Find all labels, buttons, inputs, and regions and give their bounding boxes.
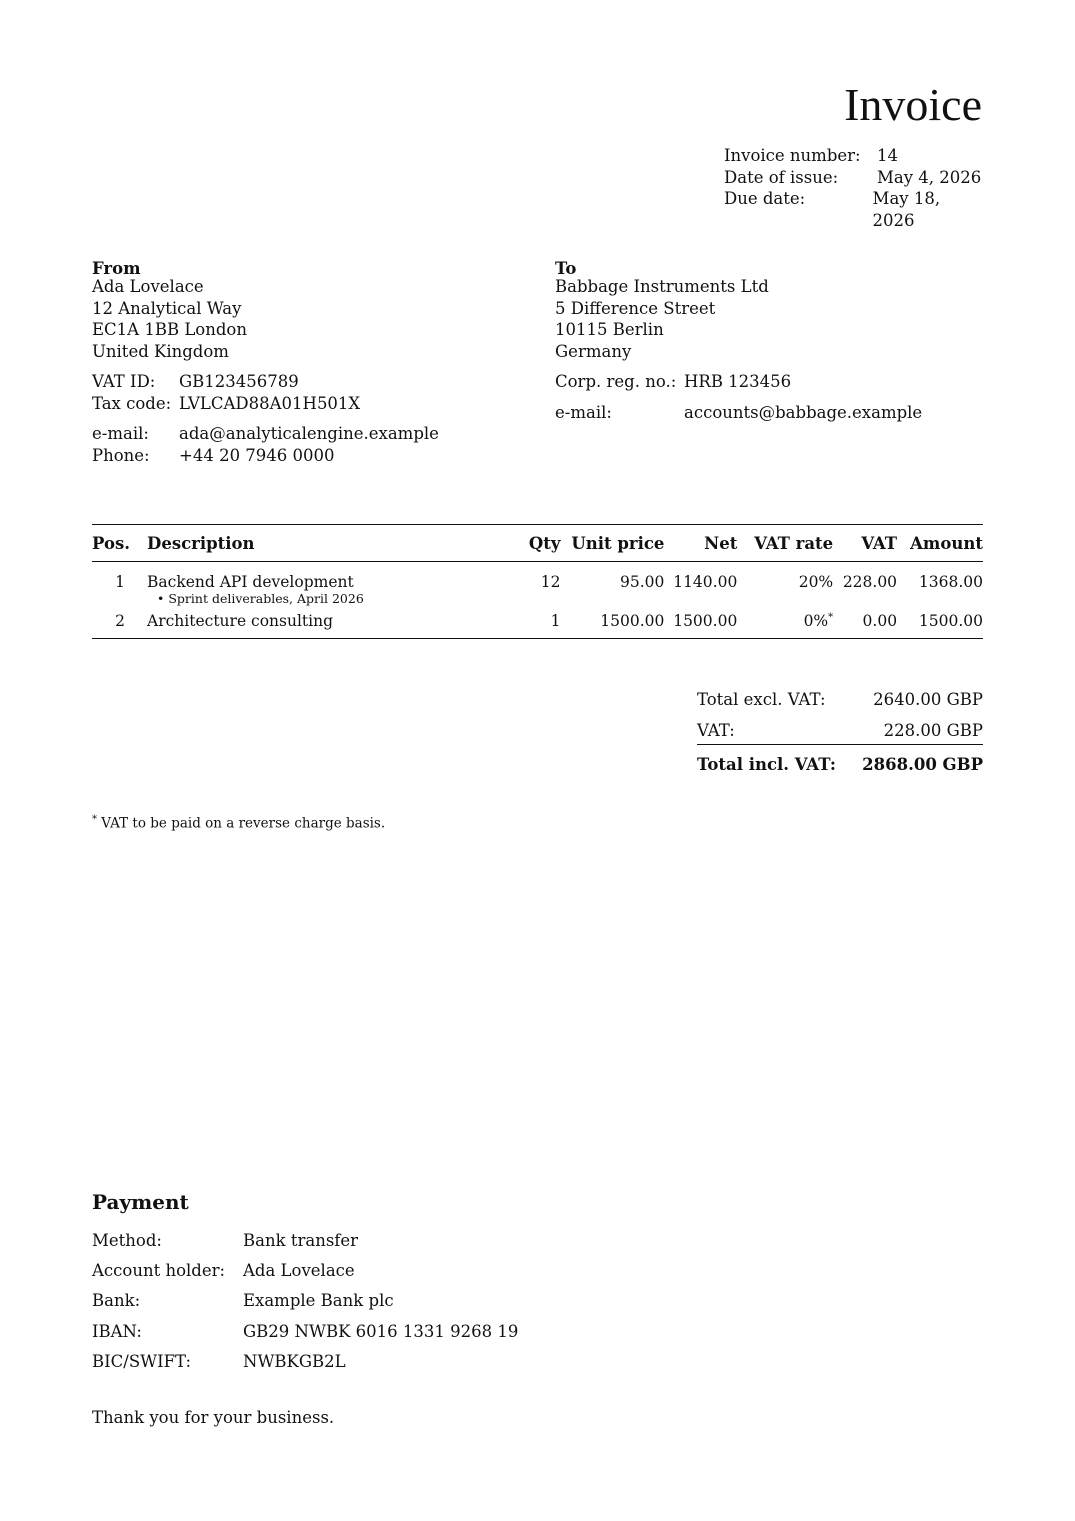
reverse-charge-mark: * [828, 612, 834, 623]
vat-rate-value: 20% [798, 573, 834, 592]
footnote-mark: * [92, 814, 97, 825]
cell-vat: 228.00 [842, 573, 898, 591]
col-header-qty: Qty [528, 533, 561, 553]
due-date: May 18, 2026 [872, 189, 941, 230]
tax-code-label: Tax code: [92, 393, 172, 413]
payment-heading: Payment [92, 1190, 189, 1214]
sender-address-line: United Kingdom [92, 341, 229, 361]
cell-net: 1500.00 [673, 612, 738, 630]
corp-reg-label: Corp. reg. no.: [555, 372, 677, 391]
payment-label: Bank: [92, 1291, 141, 1311]
total-net-label: Total excl. VAT: [697, 690, 826, 709]
issue-date: May 4, 2026 [877, 167, 982, 187]
recipient-address-line: 10115 Berlin [555, 320, 664, 339]
thank-you-note: Thank you for your business. [92, 1408, 335, 1427]
table-row [92, 606, 983, 639]
col-header-unit-price: Unit price [571, 533, 665, 553]
recipient-block [555, 258, 985, 423]
total-net-row [697, 688, 983, 719]
cell-vat-rate [737, 562, 833, 607]
payment-label: Method: [92, 1231, 162, 1250]
payment-label: IBAN: [92, 1321, 142, 1341]
cell-description [130, 606, 475, 639]
total-net-value: 2640.00 GBP [873, 690, 983, 709]
total-vat-value: 228.00 GBP [883, 720, 983, 740]
cell-qty: 1 [550, 612, 561, 630]
sender-email-row [92, 423, 512, 445]
reverse-charge-footnote [92, 814, 385, 832]
email-label: e-mail: [92, 424, 149, 443]
vat-rate-value: 0% [803, 612, 829, 631]
meta-label: Date of issue: [724, 167, 839, 187]
cell-unit-price: 95.00 [620, 573, 665, 591]
cell-pos: 2 [115, 612, 126, 630]
recipient-email: accounts@babbage.example [684, 402, 923, 422]
sender-address-line: 12 Analytical Way [92, 298, 242, 318]
payment-details [92, 1230, 518, 1381]
payment-value: Ada Lovelace [243, 1261, 355, 1281]
to-heading: To [555, 259, 577, 278]
total-gross-value: 2868.00 GBP [862, 755, 983, 774]
footnote-text: VAT to be paid on a reverse charge basis. [101, 815, 386, 832]
cell-pos: 1 [115, 573, 126, 591]
cell-net: 1140.00 [673, 573, 738, 591]
col-header-net: Net [704, 533, 738, 553]
cell-amount: 1368.00 [918, 573, 983, 591]
iban-row [92, 1321, 518, 1351]
payment-value: NWBKGB2L [243, 1351, 346, 1371]
cell-unit-price: 1500.00 [600, 612, 665, 630]
payment-label: Account holder: [92, 1261, 226, 1281]
invoice-title: Invoice [844, 79, 982, 130]
invoice-meta [724, 145, 984, 230]
item-subnote: • Sprint deliverables, April 2026 [157, 591, 364, 606]
bic-row [92, 1351, 518, 1381]
meta-label: Invoice number: [724, 146, 861, 165]
phone-label: Phone: [92, 445, 150, 465]
recipient-address-line: 5 Difference Street [555, 298, 716, 318]
vat-id-value: GB123456789 [179, 372, 299, 391]
cell-amount: 1500.00 [918, 612, 983, 630]
payment-value: Example Bank plc [243, 1291, 394, 1311]
payment-method-row [92, 1230, 518, 1260]
sender-name: Ada Lovelace [92, 277, 204, 296]
invoice-number: 14 [877, 146, 898, 165]
col-header-vat-rate: VAT rate [754, 533, 834, 553]
item-description: Architecture consulting [147, 612, 334, 630]
total-gross-row [697, 753, 983, 784]
invoice-number-row [724, 145, 984, 167]
from-heading: From [92, 259, 141, 278]
col-header-amount: Amount [910, 533, 983, 553]
col-header-pos: Pos. [92, 533, 131, 553]
tax-code-value: LVLCAD88A01H501X [179, 393, 361, 413]
vat-id-row [92, 371, 512, 393]
sender-address-line: EC1A 1BB London [92, 320, 247, 339]
corp-reg-row [555, 371, 985, 393]
meta-label: Due date: [724, 189, 806, 208]
vat-id-label: VAT ID: [92, 372, 156, 391]
cell-vat: 0.00 [862, 612, 898, 630]
table-header-row [92, 525, 983, 562]
tax-code-row [92, 393, 512, 415]
bank-row [92, 1290, 518, 1320]
totals-block [697, 688, 983, 784]
total-gross-label: Total incl. VAT: [697, 755, 836, 774]
recipient-email-row [555, 402, 985, 424]
sender-email: ada@analyticalengine.example [179, 424, 439, 443]
due-date-row [724, 188, 984, 230]
cell-description [130, 562, 475, 607]
corp-reg-value: HRB 123456 [684, 372, 792, 391]
total-vat-label: VAT: [697, 720, 735, 740]
payment-value: GB29 NWBK 6016 1331 9268 19 [243, 1321, 519, 1341]
col-header-description: Description [147, 533, 255, 553]
sender-phone-row [92, 445, 512, 467]
col-header-vat: VAT [861, 533, 898, 553]
sender-phone: +44 20 7946 0000 [179, 445, 335, 465]
payment-value: Bank transfer [243, 1231, 359, 1250]
sender-block [92, 258, 512, 466]
cell-qty: 12 [540, 573, 561, 591]
recipient-name: Babbage Instruments Ltd [555, 277, 769, 296]
table-row [92, 562, 983, 607]
recipient-address-line: Germany [555, 341, 632, 361]
issue-date-row [724, 167, 984, 189]
account-holder-row [92, 1260, 518, 1290]
payment-label: BIC/SWIFT: [92, 1351, 192, 1371]
line-items-table [92, 524, 983, 639]
item-description: Backend API development [147, 573, 354, 591]
email-label: e-mail: [555, 402, 612, 422]
cell-vat-rate [737, 606, 833, 639]
